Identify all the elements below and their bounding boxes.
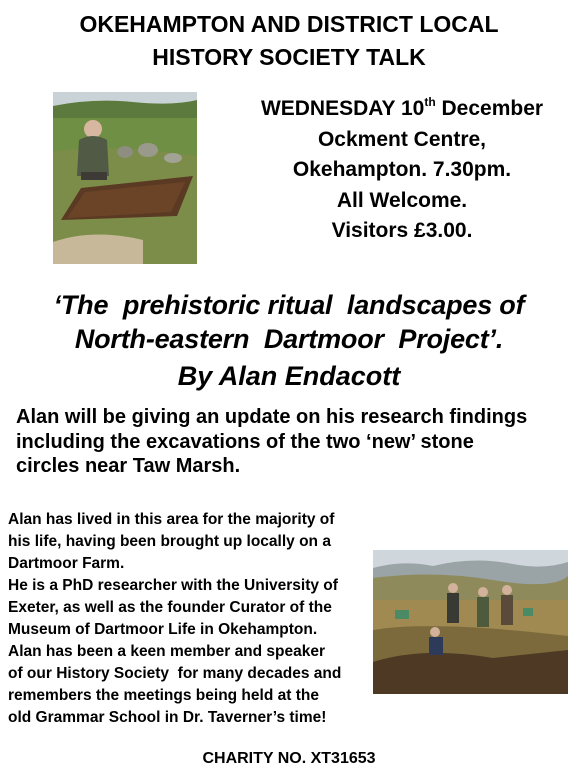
bio-line: Alan has lived in this area for the majority of — [8, 511, 335, 528]
bio-line: He is a PhD researcher with the University of — [8, 577, 338, 594]
talk-title-line-2: North-eastern Dartmoor Project’. — [74, 324, 504, 354]
event-welcome: All Welcome. — [336, 188, 468, 212]
speaker-bio — [8, 509, 370, 729]
bio-line: old Grammar School in Dr. Taverner’s time! — [8, 709, 327, 726]
poster-title — [0, 8, 578, 74]
event-date-prefix: WEDNESDAY 10 — [260, 97, 425, 120]
event-details — [236, 94, 568, 247]
event-venue: Ockment Centre, — [317, 127, 487, 151]
talk-title — [0, 288, 578, 356]
event-date-ordinal: th — [424, 95, 436, 109]
talk-speaker: By Alan Endacott — [177, 361, 401, 391]
title-line-1: OKEHAMPTON AND DISTRICT LOCAL — [79, 11, 499, 37]
summary-line-2: including the excavations of the two ‘new’ stone — [16, 430, 474, 453]
bio-line: Alan has been a keen member and speaker — [8, 643, 326, 660]
talk-title-line-1: ‘The prehistoric ritual landscapes of — [53, 290, 525, 320]
bio-line: Dartmoor Farm. — [8, 555, 125, 572]
summary-line-1: Alan will be giving an update on his research findings — [16, 406, 528, 428]
event-date-rest: December — [435, 97, 544, 120]
bio-line: Exeter, as well as the founder Curator of the — [8, 599, 332, 616]
excavation-photo-speaker — [53, 92, 197, 264]
event-date — [236, 94, 568, 125]
summary-line-3: circles near Taw Marsh. — [16, 455, 241, 477]
bio-line: his life, having been brought up locally on a — [8, 533, 331, 550]
excavation-team-photo — [373, 550, 568, 694]
charity-number: CHARITY NO. XT31653 — [202, 750, 376, 767]
bio-line: of our History Society for many decades and — [8, 665, 342, 682]
event-town-time: Okehampton. 7.30pm. — [292, 158, 512, 181]
talk-summary — [16, 405, 572, 479]
bio-line: remembers the meetings being held at the — [8, 687, 319, 704]
event-visitor-fee: Visitors £3.00. — [331, 219, 473, 242]
title-line-2: HISTORY SOCIETY TALK — [152, 44, 426, 70]
bio-line: Museum of Dartmoor Life in Okehampton. — [8, 621, 318, 638]
